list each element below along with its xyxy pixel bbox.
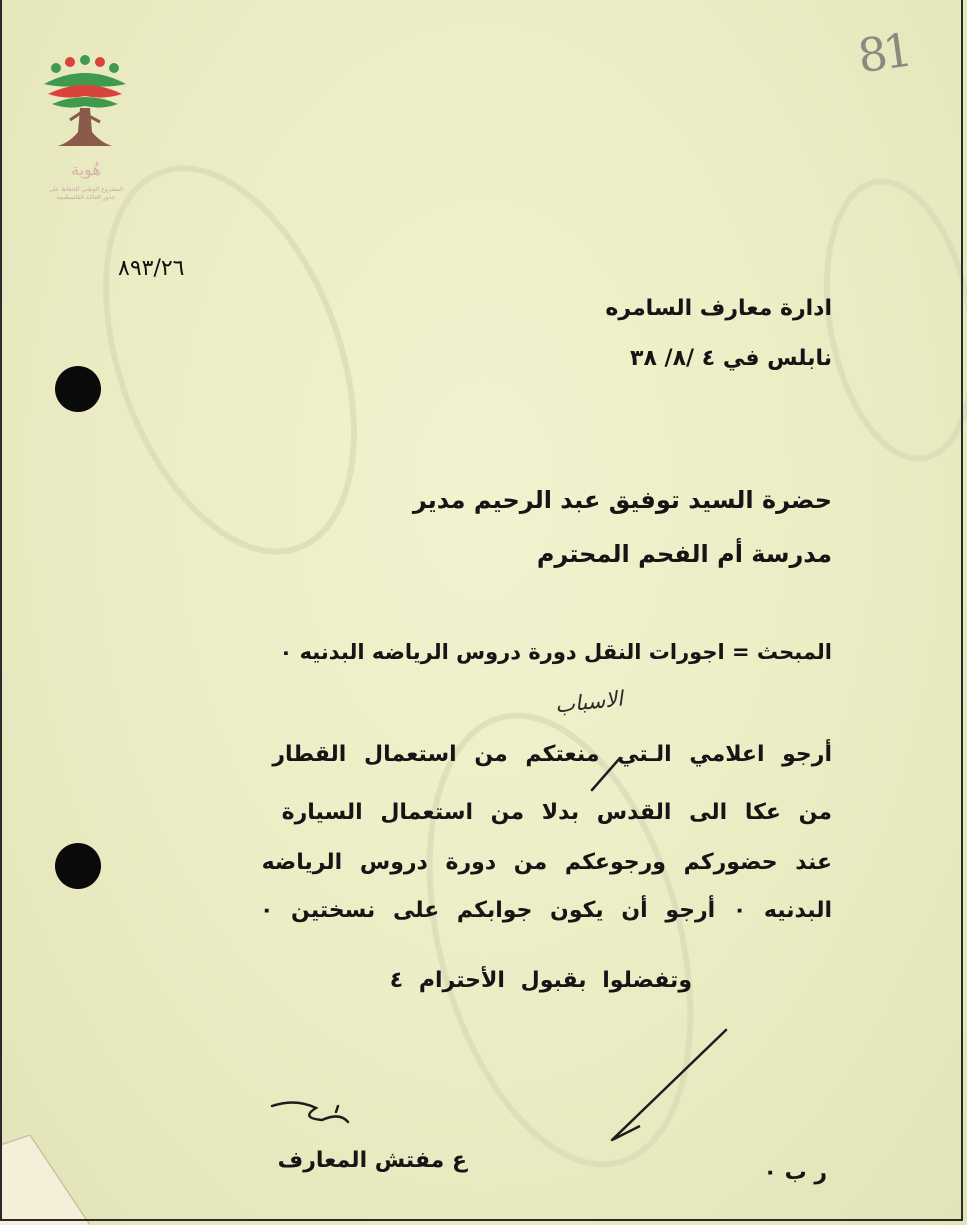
- logo-caption: [24, 160, 148, 202]
- signatory-title: ع مفتش المعارف: [277, 1148, 467, 1173]
- body-line: من عكا الى القدس بدلا من استعمال السيارة: [281, 800, 832, 825]
- signatory-initials: ر ب ٠: [763, 1160, 827, 1185]
- punch-hole-top: [55, 366, 101, 412]
- logo-brand-name: هُوية: [71, 160, 101, 179]
- sender-place-date: نابلس في ٤ /٨/ ٣٨: [630, 346, 832, 371]
- body-line: البدنيه ٠ أرجو أن يكون جوابكم على نسختين ٠: [259, 898, 832, 923]
- signature-scribble: [272, 1102, 348, 1122]
- punch-hole-bottom: [55, 843, 101, 889]
- body-line: أرجو اعلامي الـتي منعتكم من استعمال القطار: [272, 742, 832, 767]
- reference-number: ٨٩٣/٢٦: [118, 256, 185, 281]
- letter-subject: المبحث = اجورات النقل دورة دروس الرياضه البدنيه ٠: [279, 640, 832, 664]
- sender-department: ادارة معارف السامره: [605, 296, 832, 321]
- folded-corner: [0, 1135, 90, 1225]
- logo-tagline-1: المشروع الوطني للحفاظ على: [48, 186, 124, 193]
- body-line: عند حضوركم ورجوعكم من دورة دروس الرياضه: [261, 850, 832, 875]
- addressee-name: حضرة السيد توفيق عبد الرحيم مدير: [412, 486, 832, 514]
- closing-phrase: وتفضلوا بقبول الأحترام ٤: [389, 968, 692, 993]
- logo-tagline-2: جذور العائلة الفلسطينية: [56, 194, 116, 201]
- handwritten-insertion: الاسباب: [553, 686, 624, 718]
- long-pen-stroke: [612, 1030, 726, 1140]
- addressee-school: مدرسة أم الفحم المحترم: [536, 540, 832, 568]
- archive-page-number: 81: [854, 22, 913, 84]
